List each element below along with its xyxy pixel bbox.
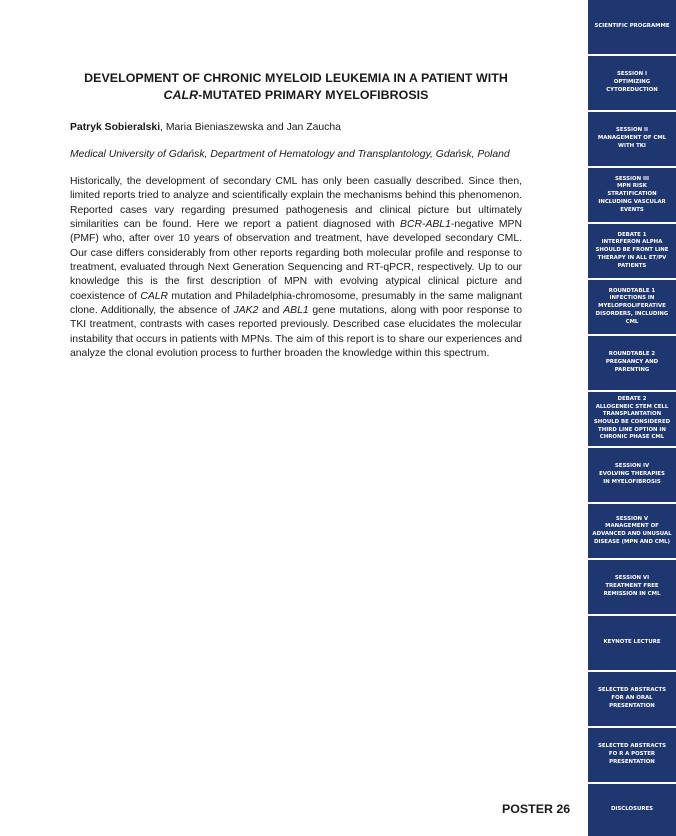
nav-debate-1[interactable]: DEBATE 1 INTERFERON ALPHA SHOULD BE FRONT LINE THERAPY IN ALL ET/PV PATIENTS <box>588 224 676 278</box>
abstract-body <box>70 175 522 361</box>
nav-session-2[interactable]: SESSION II MANAGEMENT OF CML WITH TKI <box>588 112 676 166</box>
abstract-text: Historically, the development of secondary CML has only been casually described. Since then, limited reports tried to analyze and scientifically explain the mechanisms behind this phenomenon. Reported cases vary regarding presumed pathogenesis and clinical picture but ultimately similarities can be found. Here we report a patient diagnosed with <box>70 176 522 231</box>
presenting-author: Patryk Sobieralski <box>70 122 161 133</box>
abstract-text: -negative MPN (PMF) who, after over 10 years of observation and treatment, have developed secondary CML. Our case differs considerably from other reports regarding both molecular profile and response to treatment, evaluated through Next Generation Sequencing and RT-qPCR, respectively. Up to our knowledge this is the first description of MPN with evolving atypical clinical picture and coexistence of <box>70 219 522 302</box>
abstract-text: mutation and Philadelphia-chromosome, presumably in the same malignant clone. Additionally, the absence of <box>70 290 522 317</box>
nav-session-3[interactable]: SESSION III MPN RISK STRATIFICATION INCLUDING VASCULAR EVENTS <box>588 168 676 222</box>
title-text-end: -MUTATED PRIMARY MYELOFIBROSIS <box>198 88 429 102</box>
nav-session-1[interactable]: SESSION I OPTIMIZING CYTOREDUCTION <box>588 56 676 110</box>
section-sidebar <box>588 0 676 836</box>
title-gene: CALR <box>163 88 199 102</box>
coauthors: , Maria Bieniaszewska and Jan Zaucha <box>160 122 341 133</box>
nav-debate-2[interactable]: DEBATE 2 ALLOGENEIC STEM CELL TRANSPLANTATION SHOULD BE CONSIDERED THIRD LINE OPTION IN CHRONIC PHASE CML <box>588 392 676 446</box>
nav-session-4[interactable]: SESSION IV EVOLVING THERAPIES IN MYELOFIBROSIS <box>588 448 676 502</box>
gene-name: BCR-ABL1 <box>400 219 451 231</box>
nav-disclosures[interactable]: DISCLOSURES <box>588 784 676 836</box>
gene-name: CALR <box>140 290 169 302</box>
affiliation: Medical University of Gdańsk, Department of Hematology and Transplantology, Gdańsk, Poland <box>70 149 510 160</box>
author-list <box>70 121 522 135</box>
poster-number: POSTER 26 <box>502 802 571 816</box>
nav-scientific-programme[interactable]: SCIENTIFIC PROGRAMME <box>588 0 676 54</box>
gene-name: JAK2 <box>233 305 259 317</box>
nav-poster-abstracts[interactable]: SELECTED ABSTRACTS FO R A POSTER PRESENTATION <box>588 728 676 782</box>
abstract-title <box>70 70 522 104</box>
nav-roundtable-1[interactable]: ROUNDTABLE 1 INFECTIONS IN MYELOPROLIFERATIVE DISORDERS, INCLUDING CML <box>588 280 676 334</box>
gene-name: ABL1 <box>283 305 309 317</box>
nav-keynote-lecture[interactable]: KEYNOTE LECTURE <box>588 616 676 670</box>
nav-session-6[interactable]: SESSION VI TREATMENT FREE REMISSION IN CML <box>588 560 676 614</box>
title-text: DEVELOPMENT OF CHRONIC MYELOID LEUKEMIA IN A PATIENT WITH <box>84 71 508 85</box>
abstract-text: and <box>258 305 284 317</box>
nav-session-5[interactable]: SESSION V MANAGEMENT OF ADVANCED AND UNUSUAL DISEASE (MPN AND CML) <box>588 504 676 558</box>
abstract-text: gene mutations, along with poor response to TKI treatment, contrasts with cases reported previously. Described case elucidates the molecular instability that occurs in patients with MPNs. The aim of this report is to share our experiences and analyze the clonal evolution process to further broaden the knowledge within this spectrum. <box>70 305 522 360</box>
nav-oral-abstracts[interactable]: SELECTED ABSTRACTS FOR AN ORAL PRESENTATION <box>588 672 676 726</box>
document-content <box>70 0 522 836</box>
nav-roundtable-2[interactable]: ROUNDTABLE 2 PREGNANCY AND PARENTING <box>588 336 676 390</box>
